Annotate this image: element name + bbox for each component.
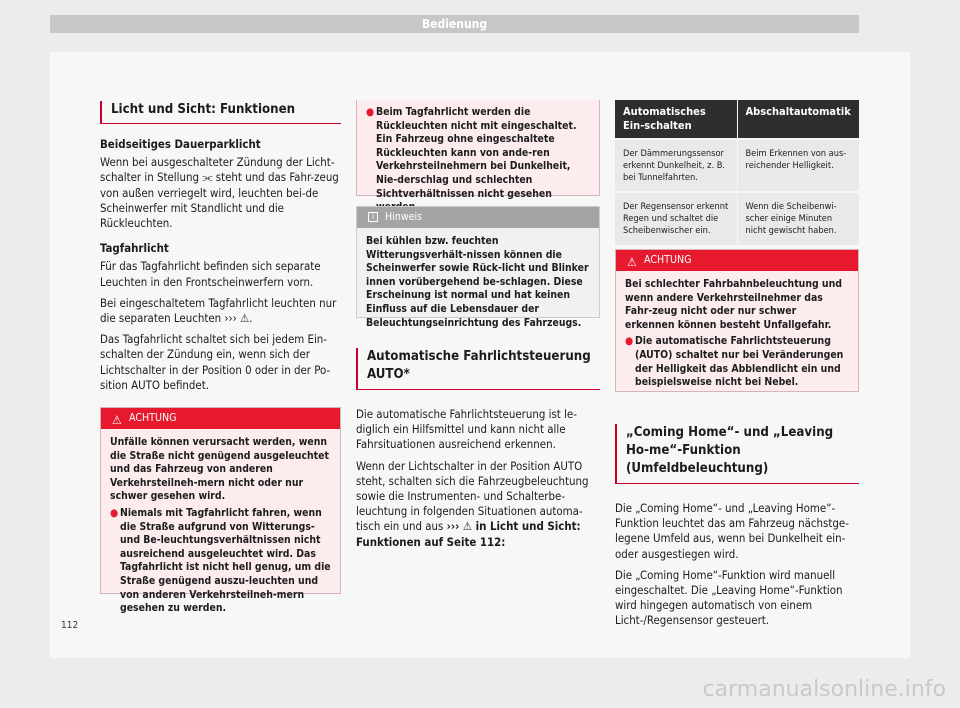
title-line-1: Automatische Fahrlichtsteuerung [367,349,591,364]
warning-intro: Unfälle können verursacht werden, wenn die Straße nicht genügend ausgeleuchtet und das Fahrzeug von anderen Verkehrsteilneh-mern nicht oder nur schwer gesehen wird. [110,436,329,503]
warning-title: ACHTUNG [129,412,177,424]
warning-box-tagfahrlicht [100,407,341,615]
heading-tagfahrlicht: Tagfahrlicht [100,241,169,256]
bullet-dot-icon: ● [110,506,119,519]
warning-header [101,408,340,429]
bullet-dot-icon: ● [366,106,375,118]
warning-bullet-continued [366,106,590,215]
table-row [615,192,859,244]
warning-bullet [110,507,331,616]
warning-box-continued [356,100,600,200]
automation-table [615,100,859,245]
section-title-fahrlichtsteuerung [356,348,600,390]
warning-title: ACHTUNG [644,254,692,266]
note-title: Hinweis [385,211,423,223]
paragraph-coming-home-1: Die „Coming Home“- und „Leaving Home“-Funktion leuchtet das am Fahrzeug nächstge-legene Umfeld aus, wenn bei Dunkelheit ein-oder ausgestiegen wird. [615,501,849,561]
col2-section [356,348,600,550]
note-body: Bei kühlen bzw. feuchten Witterungsverhält-nissen können die Scheinwerfer sowie Rück-licht und Blinker innen vorübergehend be-schlagen. Diese Erscheinung ist normal und hat keinen Einfluss auf die Lebensdauer der Beleuchtungseinrichtung des Fahrzeugs. [366,235,589,329]
bullet-dot-icon: ● [625,335,634,348]
warning-bullet-text: Beim Tagfahrlicht werden die Rückleuchten nicht mit eingeschaltet. Ein Fahrzeug ohne eingeschaltete Rückleuchten kann von ande-ren Verkehrsteilnehmern bei Dunkelheit, Nie-derschlag und schlechten Sichtverhältnissen nicht gesehen [376,106,577,200]
warning-bullet-text: Niemals mit Tagfahrlicht fahren, wenn die Straße aufgrund von Witterungs- und Be-leuchtungsverhältnissen nicht ausreichend ausgeleuchtet wird. Das Tagfahrlicht ist nicht hell genug, um die Straße genügend auszu-leuchten und von anderen Verkehrsteilneh-mern gesehen zu werden. [120,506,331,615]
table-cell: Der Regensensor erkennt Regen und schaltet die Scheibenwischer ein. [615,192,737,244]
paragraph-tagfahrlicht-3: Das Tagfahrlicht schaltet sich bei jedem Ein-schalten der Zündung ein, wenn sich der Lichtschalter in der Position 0 oder in der Po-sition AUTO befindet. [100,332,331,392]
watermark-text: carmanualsonline.info [702,677,946,702]
page-number: 112 [61,620,79,631]
section-title-licht: Licht und Sicht: Funktionen [100,101,341,124]
title-line-2: AUTO* [367,367,410,382]
table-cell: Wenn die Scheibenwi-scher einige Minuten nicht gewischt haben. [737,192,859,244]
note-header [357,207,599,228]
warning-box-automatik [615,249,859,392]
warning-bullet [625,335,849,389]
paragraph-tagfahrlicht-1: Für das Tagfahrlicht befinden sich separate Leuchten in den Frontscheinwerfern vorn. [100,259,321,289]
section-header: Bedienung [50,15,859,33]
col3-section [615,424,859,629]
paragraph-dauerparklicht: Wenn bei ausgeschalteter Zündung der Licht-schalter in Stellung ⫘ steht und das Fahr-zeug von außen verriegelt wird, leuchten bei-de Scheinwerfer mit Standlicht und die Rückleuchten. [100,155,339,231]
col1-content [100,101,341,393]
cross-reference-link[interactable]: ››› ⚠ in Licht und Sicht: Funktionen auf Seite 112: [356,519,581,549]
section-title-coming-home: „Coming Home“- und „Leaving Ho-me“-Funktion (Umfeldbeleuchtung) [615,424,859,484]
table-header-abschaltautomatik: Abschaltautomatik [737,100,859,139]
table-cell: Beim Erkennen von aus-reichender Helligkeit. [737,139,859,192]
paragraph-fahrlicht-2-text: Wenn der Lichtschalter in der Position AUTO steht, schalten sich die Fahrzeugbeleuchtung sowie die Instrumenten- und Schalterbe-leuchtung in folgenden Situationen automa-tisch ein und aus [356,458,589,534]
table-row [615,139,859,192]
paragraph-coming-home-2: Die „Coming Home“-Funktion wird manuell eingeschaltet. Die „Leaving Home“-Funktion wird hingegen automatisch von einem Licht-/Regensensor gesteuert. [615,567,843,628]
warning-bullet-text: Die automatische Fahrlichtsteuerung (AUTO) schaltet nur bei Veränderungen der Helligkeit das Abblendlicht ein und beispielsweise nicht bei Nebel. [635,335,844,389]
table-header-einschalten: Automatisches Ein-schalten [615,100,737,139]
warning-triangle-icon: ⚠ [627,255,637,269]
warning-intro: Bei schlechter Fahrbahnbeleuchtung und wenn andere Verkehrsteilnehmer das Fahr-zeug nicht oder nur schwer erkennen können besteht Unfallgefahr. [625,278,842,331]
warning-header [616,250,858,271]
paragraph-tagfahrlicht-2: Bei eingeschaltetem Tagfahrlicht leuchten nur die separaten Leuchten ››› ⚠. [100,295,337,326]
paragraph-fahrlicht-1: Die automatische Fahrlichtsteuerung ist le-diglich ein Hilfsmittel und kann nicht alle Fahrsituationen ausreichend erkennen. [356,407,577,452]
heading-dauerparklicht: Beidseitiges Dauerparklicht [100,137,261,151]
table-cell: Der Dämmerungssensor erkennt Dunkelheit, z. B. bei Tunnelfahrten. [615,139,737,192]
info-icon: i [368,212,378,222]
paragraph-fahrlicht-2 [356,459,600,550]
note-box [356,206,600,329]
warning-triangle-icon: ⚠ [112,413,122,427]
